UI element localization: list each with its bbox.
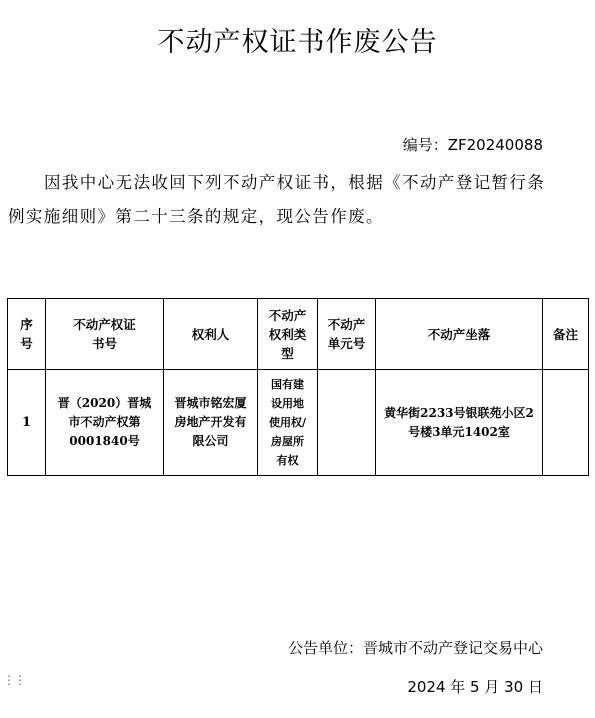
table-header-row [8, 299, 589, 370]
cell-cert-no: 晋（2020）晋城市不动产权第0001840号 [46, 370, 164, 476]
issue-date: 2024 年 5 月 30 日 [407, 678, 543, 696]
cell-right-type: 国有建设用地使用权/房屋所有权 [258, 370, 318, 476]
header-seq: 序号 [8, 299, 46, 370]
cell-remark [543, 370, 589, 476]
page-title: 不动产权证书作废公告 [157, 27, 438, 58]
header-remark: 备注 [543, 299, 589, 370]
header-cert-no: 不动产权证书号 [46, 299, 164, 370]
cell-seq: 1 [8, 370, 46, 476]
cell-location: 黄华街2233号银联苑小区2号楼3单元1402室 [376, 370, 543, 476]
cell-unit-no [318, 370, 376, 476]
header-location: 不动产坐落 [376, 299, 543, 370]
cell-owner: 晋城市铭宏厦房地产开发有限公司 [164, 370, 258, 476]
announcement-body: 因我中心无法收回下列不动产权证书，根据《不动产登记暂行条例实施细则》第二十三条的规定，现公告作废。 [8, 173, 546, 226]
drag-handle-icon[interactable]: ⋮⋮ [3, 673, 25, 687]
document-number: 编号：ZF20240088 [402, 136, 543, 154]
table-row [8, 370, 589, 476]
header-owner: 权利人 [164, 299, 258, 370]
header-right-type: 不动产权利类型 [258, 299, 318, 370]
issuing-unit: 公告单位：晋城市不动产登记交易中心 [287, 639, 543, 657]
certificate-table [7, 298, 589, 476]
header-unit-no: 不动产单元号 [318, 299, 376, 370]
